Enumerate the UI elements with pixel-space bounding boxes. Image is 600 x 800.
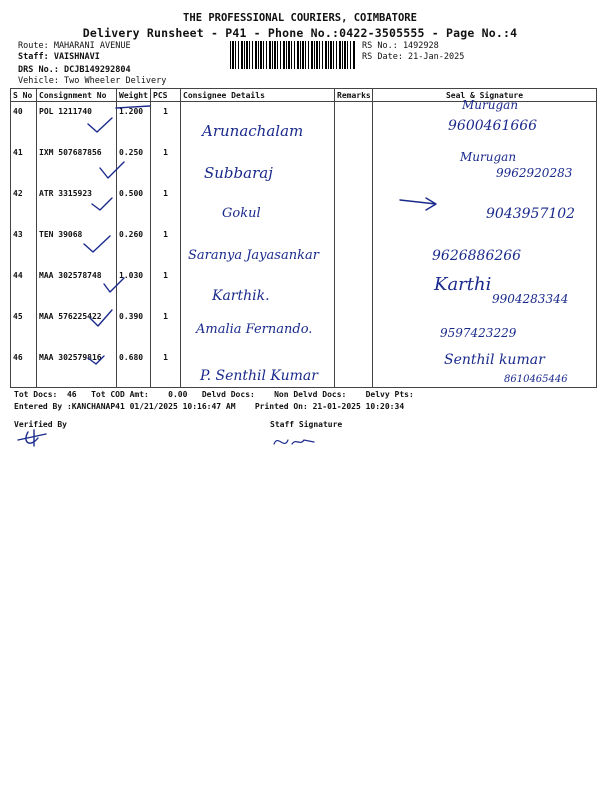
rs-number: RS No.: 1492928	[362, 41, 439, 51]
cell-remarks	[335, 266, 373, 307]
cell-weight: 1.200	[117, 102, 151, 144]
cell-consignment: MAA 576225422	[37, 307, 117, 348]
handwritten-name: Subbaraj	[204, 164, 273, 182]
col-pcs: PCS	[151, 89, 181, 102]
verified-by-label: Verified By	[14, 420, 67, 429]
cell-consignment: POL 1211740	[37, 102, 117, 144]
handwritten-name: Gokul	[222, 206, 261, 221]
handwritten-name: Amalia Fernando.	[196, 322, 313, 337]
cell-consignment: MAA 302579816	[37, 348, 117, 388]
cell-pcs: 1	[151, 307, 181, 348]
verified-by-mark	[18, 430, 46, 446]
cell-sno: 40	[11, 102, 37, 144]
handwritten-signature: Murugan	[460, 150, 517, 164]
staff-info: Staff: VAISHNAVI	[18, 52, 100, 62]
rs-date: RS Date: 21-Jan-2025	[362, 52, 465, 62]
handwritten-signature: 8610465446	[504, 374, 568, 385]
cell-remarks	[335, 307, 373, 348]
col-sno: S No	[11, 89, 37, 102]
handwritten-name: Saranya Jayasankar	[188, 248, 319, 263]
cell-remarks	[335, 348, 373, 388]
col-consignment: Consignment No	[37, 89, 117, 102]
cell-sno: 46	[11, 348, 37, 388]
cell-pcs: 1	[151, 143, 181, 184]
handwritten-signature: 9626886266	[432, 248, 522, 264]
col-weight: Weight	[117, 89, 151, 102]
handwritten-signature: Karthi	[434, 274, 492, 295]
handwritten-name: Karthik.	[212, 288, 270, 304]
handwritten-name: P. Senthil Kumar	[200, 368, 318, 384]
cell-weight: 0.250	[117, 143, 151, 184]
handwritten-signature: Murugan	[462, 98, 519, 112]
cell-pcs: 1	[151, 266, 181, 307]
cell-pcs: 1	[151, 225, 181, 266]
col-consignee: Consignee Details	[181, 89, 335, 102]
cell-consignment: TEN 39068	[37, 225, 117, 266]
drs-number: DRS No.: DCJB149292804	[18, 65, 131, 75]
barcode-image	[230, 41, 356, 69]
cell-weight: 1.030	[117, 266, 151, 307]
cell-pcs: 1	[151, 348, 181, 388]
handwritten-signature: 9904283344	[492, 292, 569, 306]
cell-sno: 43	[11, 225, 37, 266]
cell-sno: 44	[11, 266, 37, 307]
route-info: Route: MAHARANI AVENUE	[18, 41, 131, 51]
cell-consignment: MAA 302578748	[37, 266, 117, 307]
cell-sno: 42	[11, 184, 37, 225]
col-seal-signature: Seal & Signature	[373, 89, 597, 102]
cell-remarks	[335, 225, 373, 266]
company-name: THE PROFESSIONAL COURIERS, COIMBATORE	[183, 12, 417, 24]
handwritten-name: Arunachalam	[202, 122, 304, 140]
staff-signature-label: Staff Signature	[270, 420, 343, 429]
cell-remarks	[335, 102, 373, 144]
cell-consignment: IXM 507687856	[37, 143, 117, 184]
entered-by-line: Entered By :KANCHANAP41 01/21/2025 10:16:47 AM Printed On: 21-01-2025 10:20:34	[14, 402, 405, 411]
totals-line: Tot Docs: 46 Tot COD Amt: 0.00 Delvd Docs: Non Delvd Docs: Delvy Pts:	[14, 390, 414, 399]
cell-remarks	[335, 184, 373, 225]
cell-weight: 0.500	[117, 184, 151, 225]
handwritten-signature: 9600461666	[448, 118, 538, 134]
handwritten-signature: 9597423229	[440, 326, 517, 340]
cell-pcs: 1	[151, 102, 181, 144]
cell-weight: 0.390	[117, 307, 151, 348]
col-remarks: Remarks	[335, 89, 373, 102]
handwritten-signature: 9962920283	[496, 166, 573, 180]
cell-pcs: 1	[151, 184, 181, 225]
staff-signature-mark	[270, 432, 320, 452]
cell-remarks	[335, 143, 373, 184]
handwritten-signature: Senthil kumar	[444, 352, 545, 368]
cell-weight: 0.260	[117, 225, 151, 266]
runsheet-title: Delivery Runsheet - P41 - Phone No.:0422-3505555 - Page No.:4	[82, 26, 518, 40]
cell-weight: 0.680	[117, 348, 151, 388]
cell-sno: 45	[11, 307, 37, 348]
cell-consignment: ATR 3315923	[37, 184, 117, 225]
handwritten-signature: 9043957102	[486, 206, 576, 222]
cell-sno: 41	[11, 143, 37, 184]
vehicle-info: Vehicle: Two Wheeler Delivery	[18, 76, 167, 86]
